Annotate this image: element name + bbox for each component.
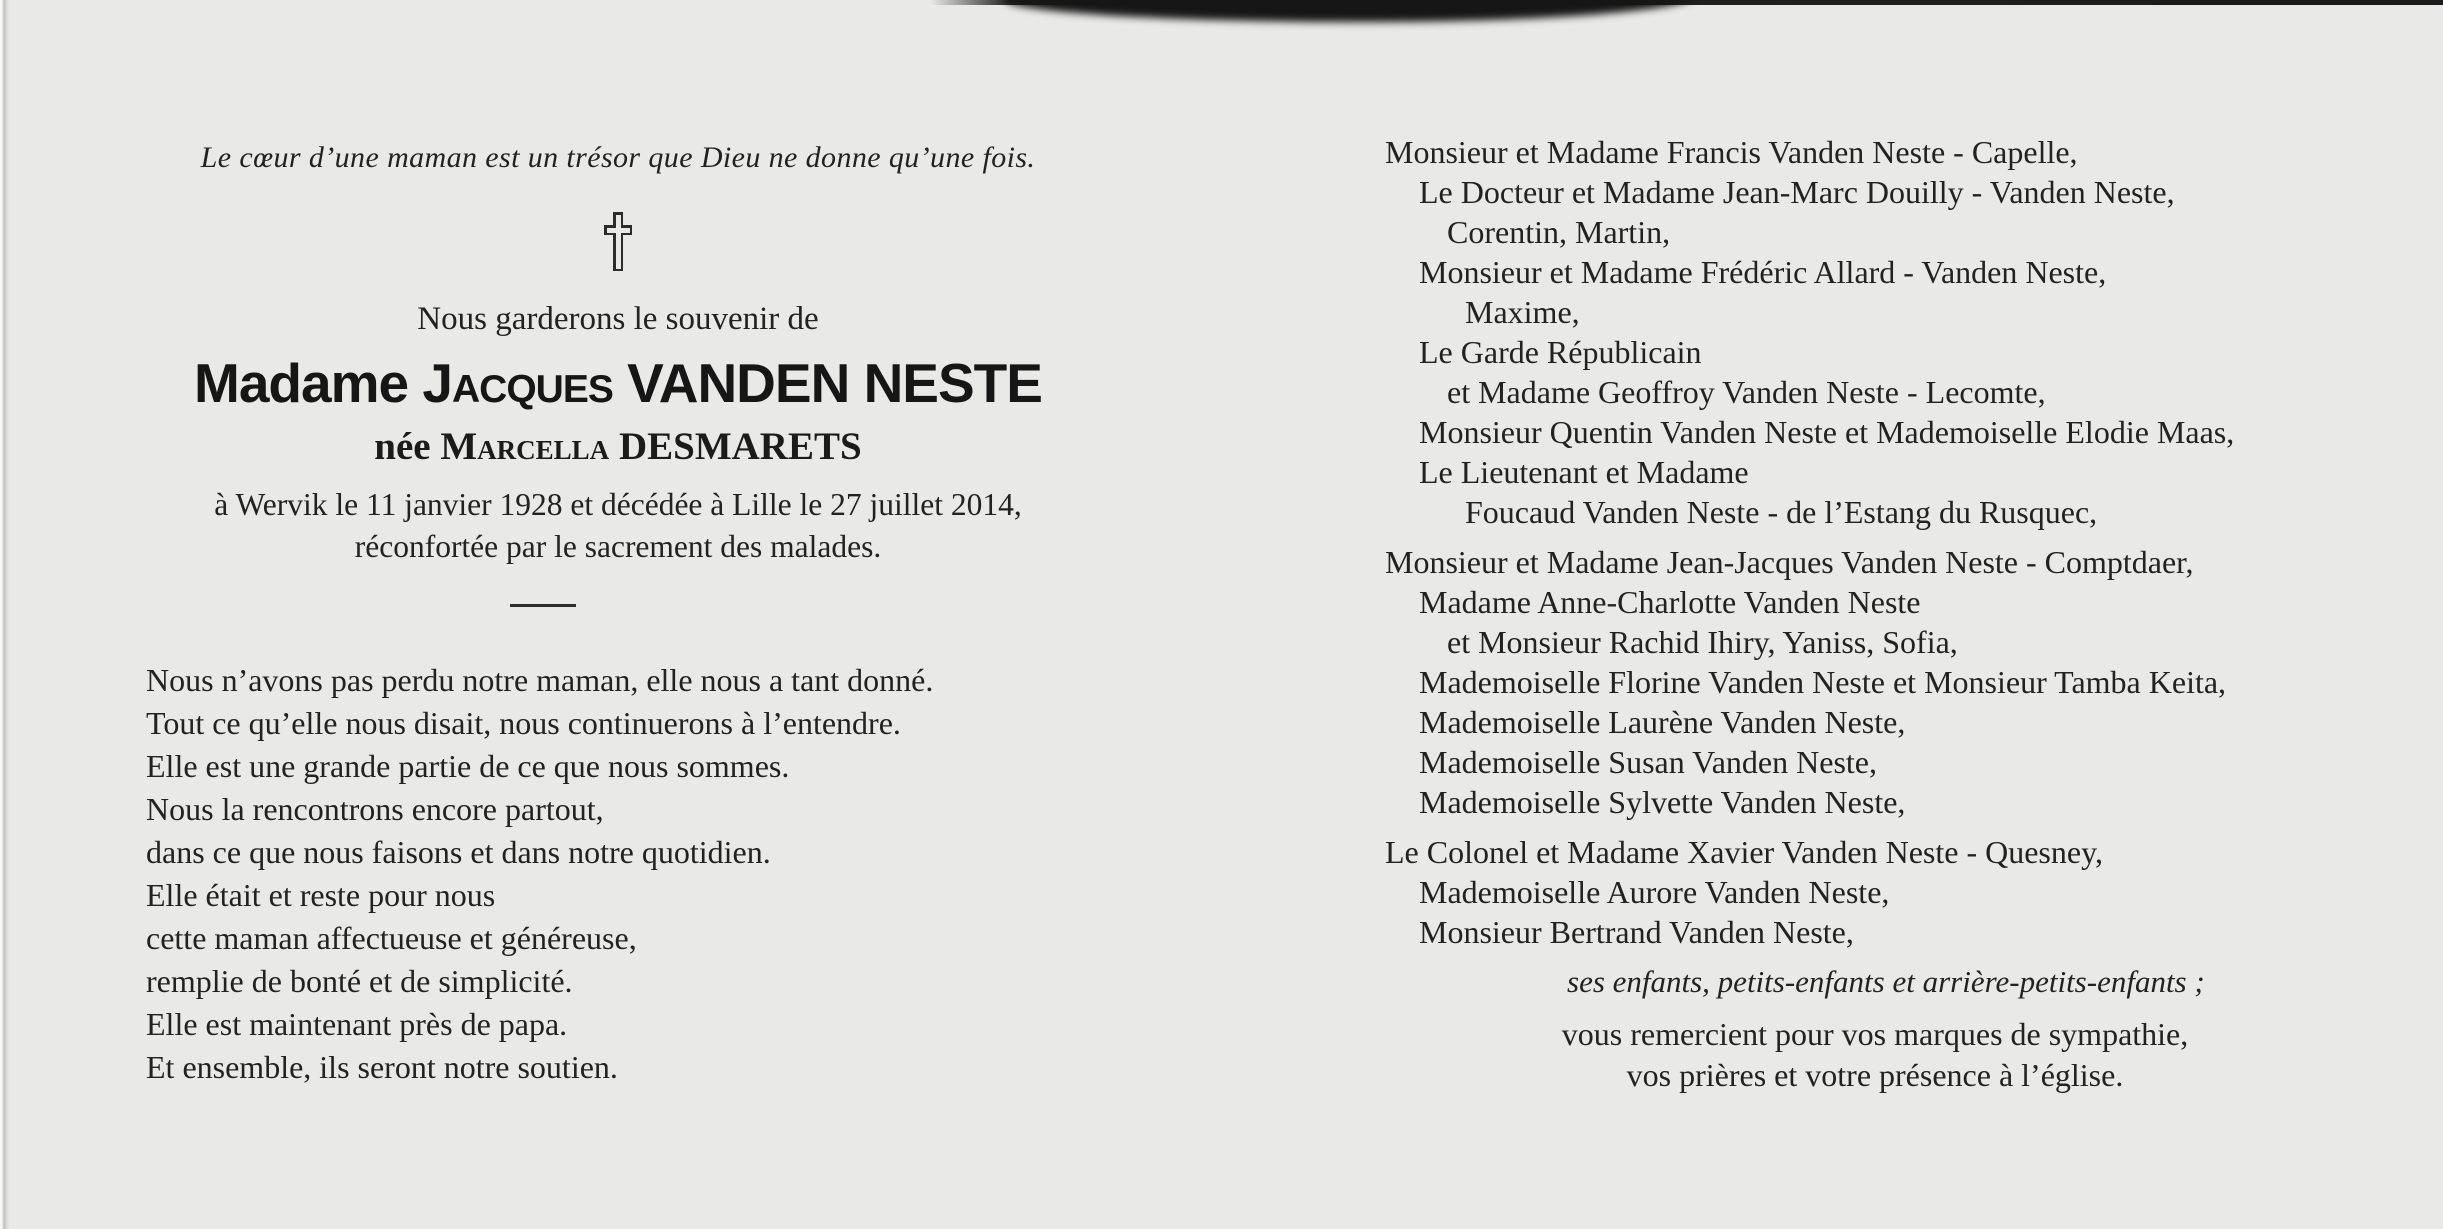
- poem-line: remplie de bonté et de simplicité.: [146, 963, 573, 999]
- family-line: Mademoiselle Sylvette Vanden Neste,: [1419, 784, 1906, 820]
- birth-death-line: à Wervik le 11 janvier 1928 et décédée à Lille le 27 juillet 2014,: [214, 487, 1022, 522]
- family-line: Monsieur et Madame Frédéric Allard - Vanden Neste,: [1419, 254, 2107, 290]
- family-line: Le Colonel et Madame Xavier Vanden Neste - Quesney,: [1385, 834, 2103, 870]
- name-title: Madame: [194, 352, 409, 414]
- deceased-name: [118, 354, 1118, 412]
- name-family: VANDEN NESTE: [627, 352, 1042, 414]
- cross-icon: [602, 212, 634, 272]
- poem-line: cette maman affectueuse et généreuse,: [146, 920, 637, 956]
- separator-rule: [510, 604, 576, 607]
- closing-line: vos prières et votre présence à l’église.: [1626, 1057, 2124, 1093]
- poem-line: Elle est une grande partie de ce que nous sommes.: [146, 748, 790, 784]
- poem-line: Elle est maintenant près de papa.: [146, 1006, 568, 1042]
- family-line: Madame Anne-Charlotte Vanden Neste: [1419, 584, 1921, 620]
- family-line: Monsieur et Madame Francis Vanden Neste - Capelle,: [1385, 134, 2078, 170]
- poem-line: Nous n’avons pas perdu notre maman, elle nous a tant donné.: [146, 662, 934, 698]
- family-line: Le Lieutenant et Madame: [1419, 454, 1749, 490]
- family-line: Le Docteur et Madame Jean-Marc Douilly - Vanden Neste,: [1419, 174, 2175, 210]
- closing-lines: [1385, 1014, 2365, 1096]
- family-line: Le Garde Républicain: [1419, 334, 1702, 370]
- right-panel: [1385, 132, 2435, 1096]
- family-line: Monsieur Quentin Vanden Neste et Mademoiselle Elodie Maas,: [1419, 414, 2235, 450]
- family-line: et Madame Geoffroy Vanden Neste - Lecomte,: [1447, 374, 2046, 410]
- poem-line: Nous la rencontrons encore partout,: [146, 791, 604, 827]
- epigraph: Le cœur d’une maman est un trésor que Dieu ne donne qu’une fois.: [200, 141, 1036, 174]
- memorial-poem: [118, 659, 1118, 1089]
- life-dates: [118, 484, 1118, 568]
- family-list: [1385, 132, 2435, 952]
- family-line: Mademoiselle Florine Vanden Neste et Monsieur Tamba Keita,: [1419, 664, 2227, 700]
- family-line: Mademoiselle Susan Vanden Neste,: [1419, 744, 1877, 780]
- family-line: et Monsieur Rachid Ihiry, Yaniss, Sofia,: [1447, 624, 1958, 660]
- family-line: Mademoiselle Laurène Vanden Neste,: [1419, 704, 1906, 740]
- maiden-name: [118, 424, 1118, 470]
- closing-line: vous remercient pour vos marques de sympathie,: [1561, 1016, 2189, 1052]
- name-first: Jacques: [422, 352, 613, 414]
- left-panel: [118, 0, 1118, 1089]
- family-line: Maxime,: [1465, 294, 1580, 330]
- maiden-first: Marcella: [440, 425, 610, 468]
- maiden-prefix: née: [374, 425, 431, 468]
- family-line: Monsieur et Madame Jean-Jacques Vanden Neste - Comptdaer,: [1385, 544, 2194, 580]
- poem-line: Elle était et reste pour nous: [146, 877, 496, 913]
- family-line: Corentin, Martin,: [1447, 214, 1671, 250]
- sacrament-line: réconfortée par le sacrement des malades.: [354, 529, 882, 564]
- poem-line: dans ce que nous faisons et dans notre quotidien.: [146, 834, 771, 870]
- family-line: Monsieur Bertrand Vanden Neste,: [1419, 914, 1854, 950]
- poem-line: Et ensemble, ils seront notre soutien.: [146, 1049, 618, 1085]
- dedication-line: ses enfants, petits-enfants et arrière-petits-enfants ;: [1567, 964, 2205, 999]
- poem-line: Tout ce qu’elle nous disait, nous continuerons à l’entendre.: [146, 705, 901, 741]
- maiden-family: DESMARETS: [618, 425, 862, 468]
- scan-edge-shadow: [0, 0, 10, 1229]
- intro-line: Nous garderons le souvenir de: [417, 301, 819, 337]
- family-line: Foucaud Vanden Neste - de l’Estang du Rusquec,: [1465, 494, 2098, 530]
- family-line: Mademoiselle Aurore Vanden Neste,: [1419, 874, 1890, 910]
